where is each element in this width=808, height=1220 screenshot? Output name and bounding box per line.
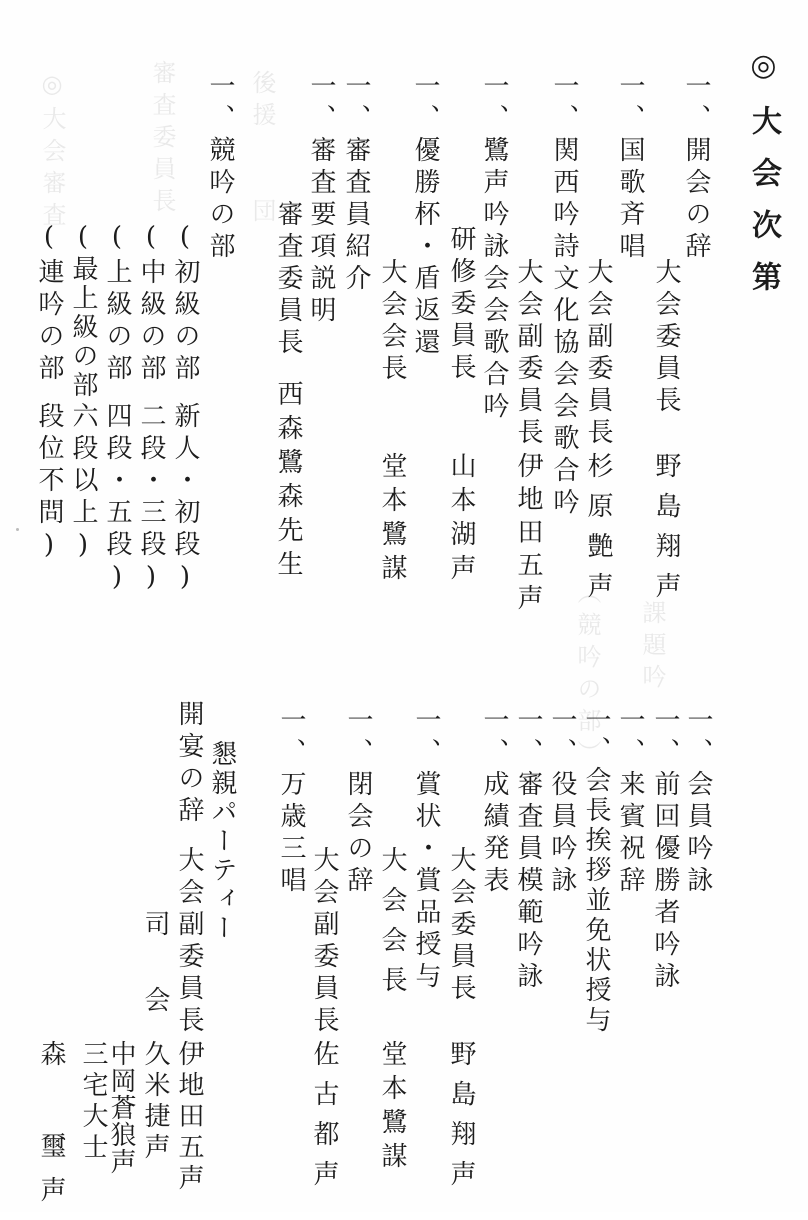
show-through-text: 課題吟 [638,600,666,696]
division-label: (最上級の部 [68,222,98,400]
party-mc-name: 中岡蒼狼声 [106,1040,136,1175]
role-judging-chair: 審査委員長 [273,200,303,360]
role-closing: 大会副委員長 [309,846,339,1038]
party-title: 懇親パーティー [207,740,237,943]
item-anthem: 一、国歌斉唱 [615,72,645,264]
division-label: (上級の部 [102,222,132,386]
show-through-text: 後援 団 [248,70,276,230]
item-opening: 一、開会の辞 [681,72,711,264]
margin-dot [16,528,19,531]
item-prev-winner: 一、前回優勝者吟詠 [650,706,680,994]
name-training: 山本湖声 [446,452,476,588]
party-mc-name: 森 璽声 [36,1040,66,1220]
party-opening-name: 伊地田五声 [174,1040,204,1195]
division-label: (中級の部 [136,222,166,386]
name-trophy-return: 堂本鷺謀 [377,452,407,588]
division-grade: 二段・三段) [136,402,166,598]
item-guest-speech: 一、来賓祝辞 [615,706,645,898]
division-grade: 四段・五段) [102,402,132,598]
name-rosei-song: 伊地田五声 [513,452,543,617]
show-through-text: ◎大会審査 [38,70,66,234]
item-competition: 一、競吟の部 [205,72,235,264]
role-trophy-return: 大会会長 [377,258,407,386]
division-label: (連吟の部 [34,222,64,386]
show-through-text: （競吟の部） [573,580,601,772]
role-rosei-song: 大会副委員長 [513,258,543,450]
item-member-recital: 一、会員吟詠 [683,706,713,898]
name-opening: 野島翔声 [651,452,681,612]
item-awards: 一、賞状・賞品授与 [411,706,441,994]
item-results: 一、成績発表 [479,706,509,898]
show-through-text: 審査委員長 [148,60,176,220]
item-judge-model: 一、審査員模範吟詠 [513,706,543,994]
name-results: 野島翔声 [446,1040,476,1200]
role-kansai-song: 大会副委員長 [583,258,613,450]
party-mc-name: 久米捷声 [140,1040,170,1164]
division-grade: 段位不問) [34,402,64,566]
name-closing: 佐古都声 [309,1040,339,1200]
name-kansai-song: 杉原艶声 [583,452,613,612]
item-rosei-song: 一、鷺声吟詠会会歌合吟 [479,72,509,424]
role-awards: 大会会長 [377,846,407,1006]
party-opening: 開宴の辞 [174,700,204,828]
item-judging-rules: 一、審査要項説明 [306,72,336,328]
item-officer-recital: 一、役員吟詠 [547,706,577,898]
item-president-address: 一、会長挨拶並免状授与 [581,706,611,1036]
name-awards: 堂本鷺謀 [377,1040,407,1176]
party-mc-label: 司 会 [140,910,170,1022]
role-opening: 大会委員長 [651,258,681,418]
role-results: 大会委員長 [446,846,476,1006]
name-judging-chair: 西森鷺森先生 [273,380,303,584]
division-grade: 新人・初段) [170,402,200,598]
item-closing: 一、閉会の辞 [343,706,373,898]
division-label: (初級の部 [170,222,200,386]
party-mc-name: 三宅大士 [78,1040,108,1164]
item-banzai: 一、万歳三唱 [276,706,306,898]
role-training: 研修委員長 [446,225,476,385]
division-grade: 六段以上) [68,402,98,566]
party-opening-role: 大会副委員長 [174,846,204,1038]
item-kansai-song: 一、関西吟詩文化協会会歌合吟 [549,72,579,520]
item-trophy-return: 一、優勝杯・盾返還 [410,72,440,360]
page-title: ◎大会次第 [746,48,781,313]
item-judges-intro: 一、審査員紹介 [341,72,371,296]
